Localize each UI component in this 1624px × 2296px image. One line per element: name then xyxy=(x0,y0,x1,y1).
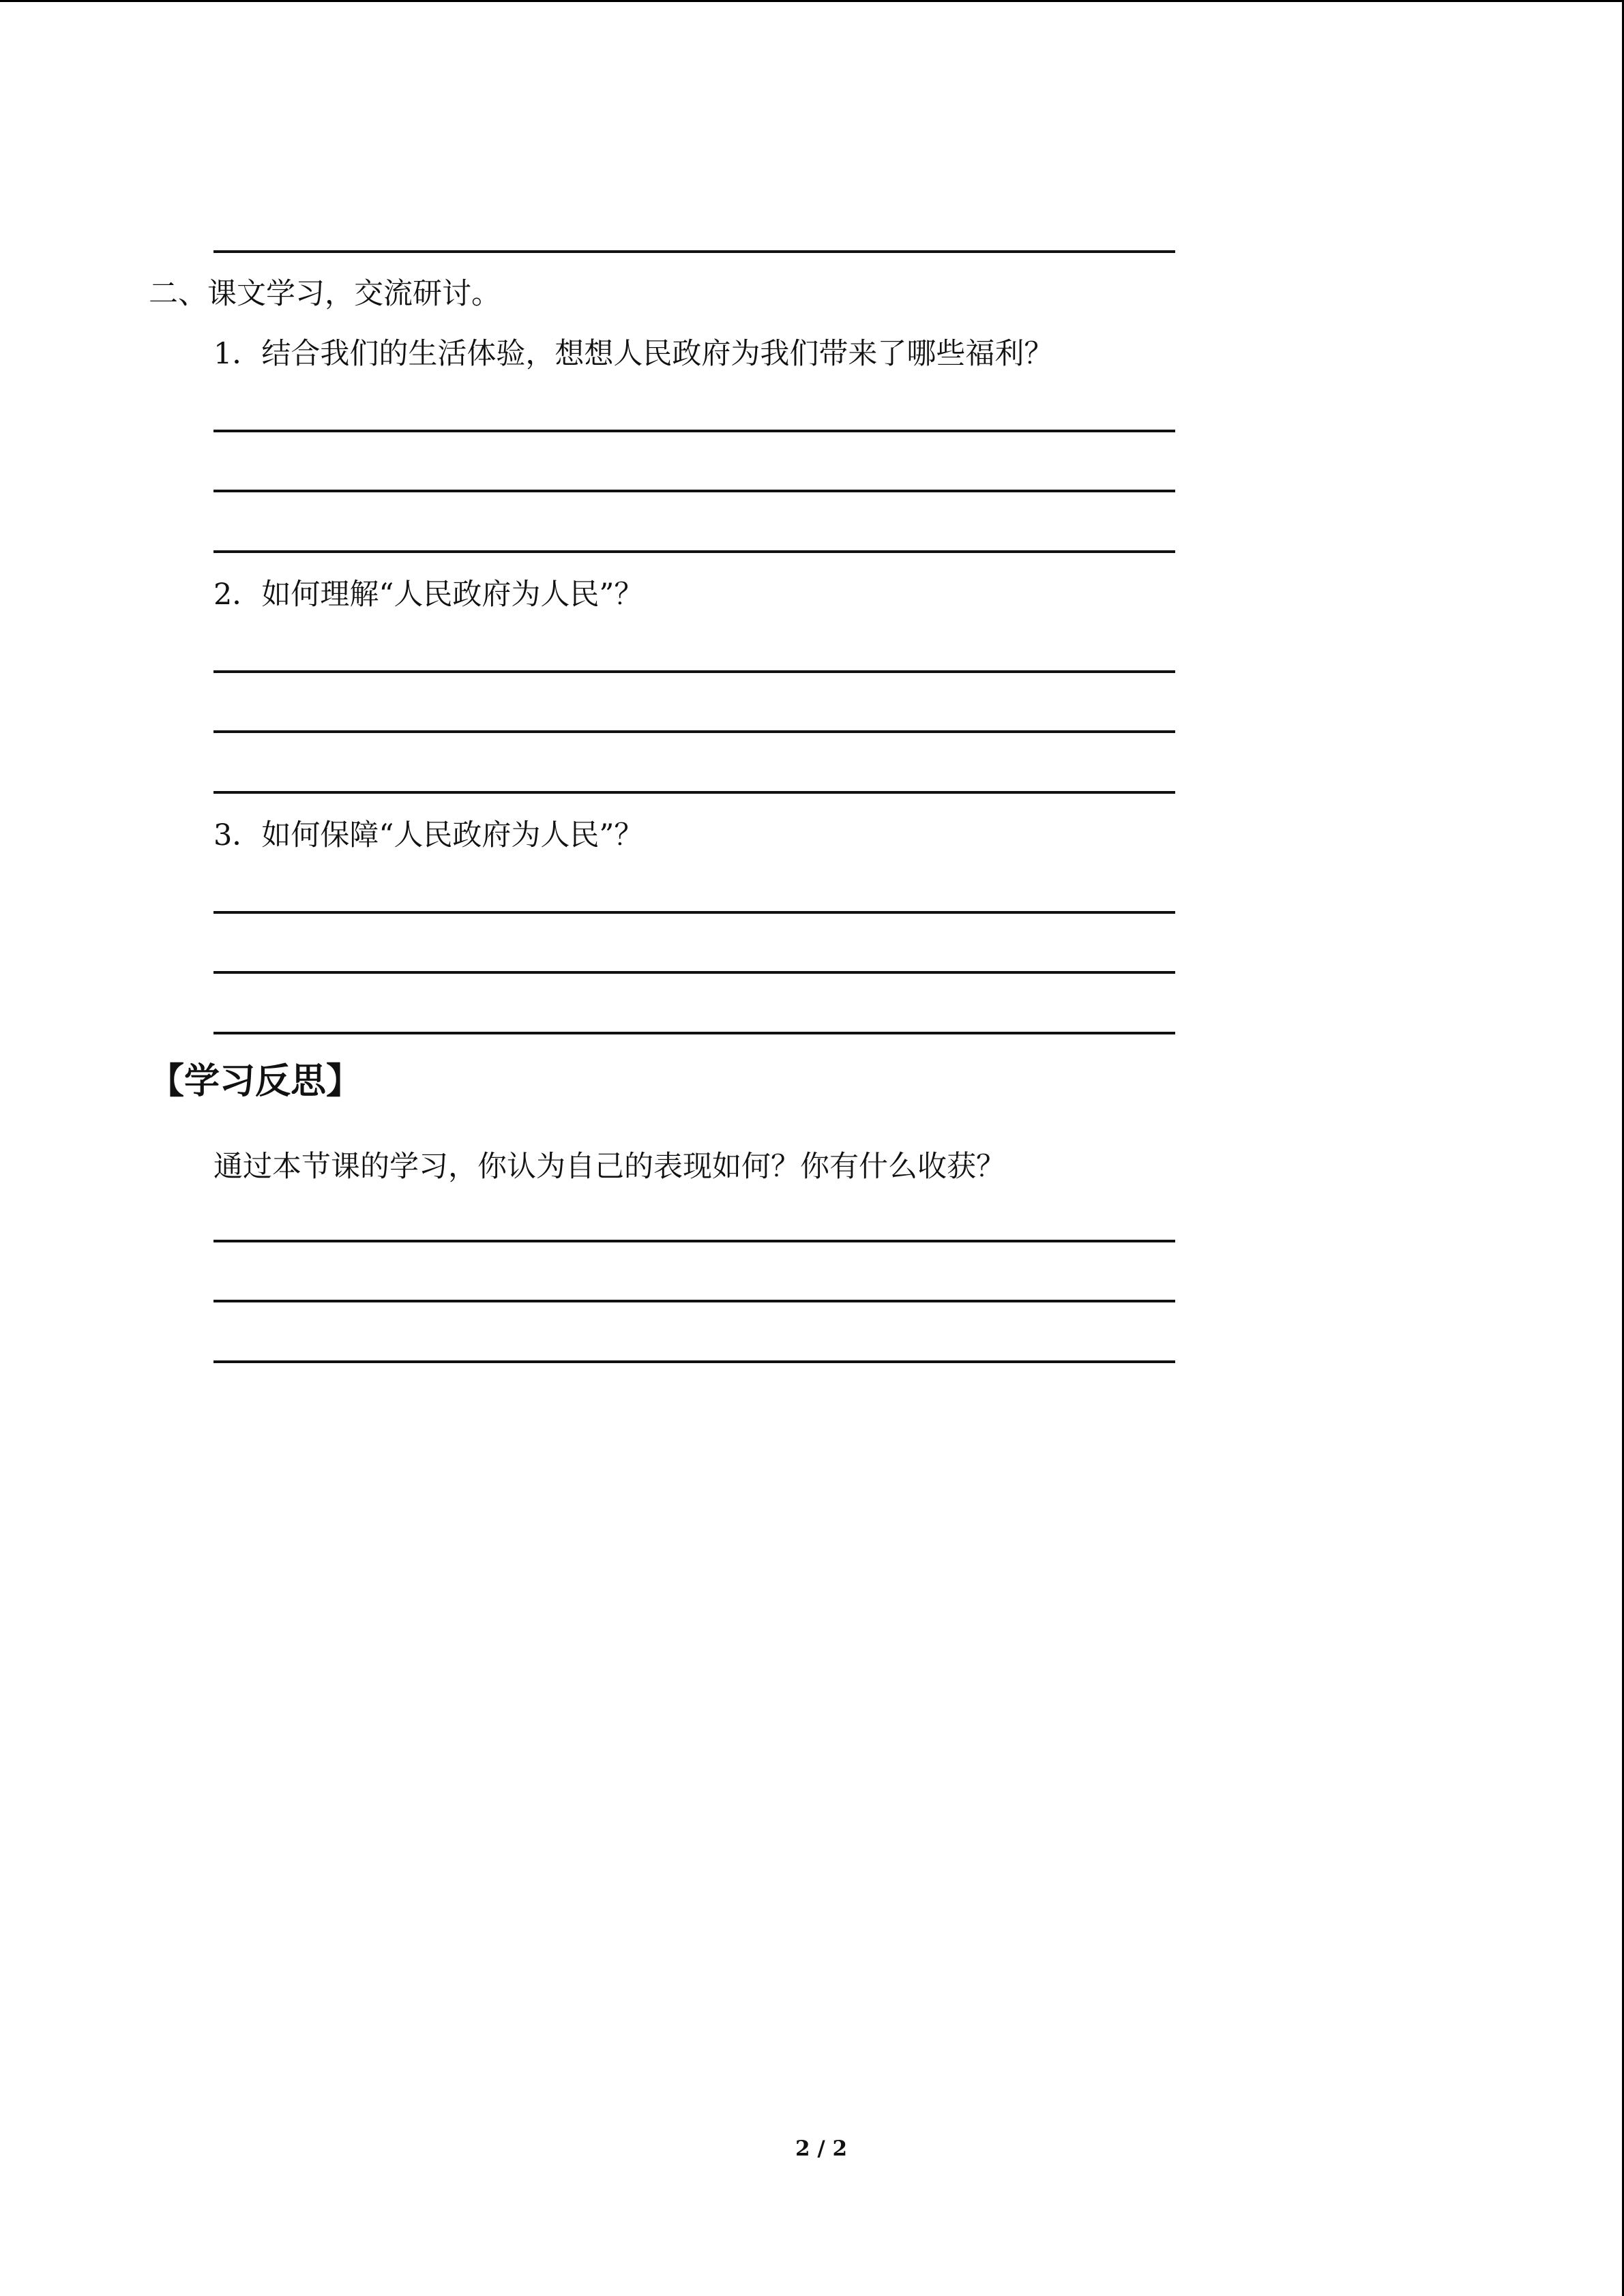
reflection-heading: 【学习反思】 xyxy=(149,1060,362,1102)
answer-line xyxy=(213,911,1175,914)
answer-line xyxy=(213,791,1175,794)
answer-line xyxy=(213,1300,1175,1302)
answer-line xyxy=(213,490,1175,492)
answer-line xyxy=(213,430,1175,432)
answer-line xyxy=(213,730,1175,733)
answer-line xyxy=(213,1240,1175,1242)
answer-line xyxy=(213,550,1175,553)
question-2: 2．如何理解“人民政府为人民”？ xyxy=(213,578,644,612)
answer-line xyxy=(213,670,1175,673)
answer-line xyxy=(213,971,1175,974)
section-2-heading: 二、课文学习，交流研讨。 xyxy=(149,277,501,311)
page-number: 2 / 2 xyxy=(795,2136,848,2161)
page-top-border xyxy=(0,0,1624,2)
question-3: 3．如何保障“人民政府为人民”？ xyxy=(213,818,644,852)
answer-line xyxy=(213,1360,1175,1363)
answer-line xyxy=(213,250,1175,253)
reflection-prompt: 通过本节课的学习，你认为自己的表现如何？你有什么收获？ xyxy=(213,1150,1005,1184)
question-1: 1．结合我们的生活体验，想想人民政府为我们带来了哪些福利？ xyxy=(213,337,1054,371)
answer-line xyxy=(213,1032,1175,1034)
